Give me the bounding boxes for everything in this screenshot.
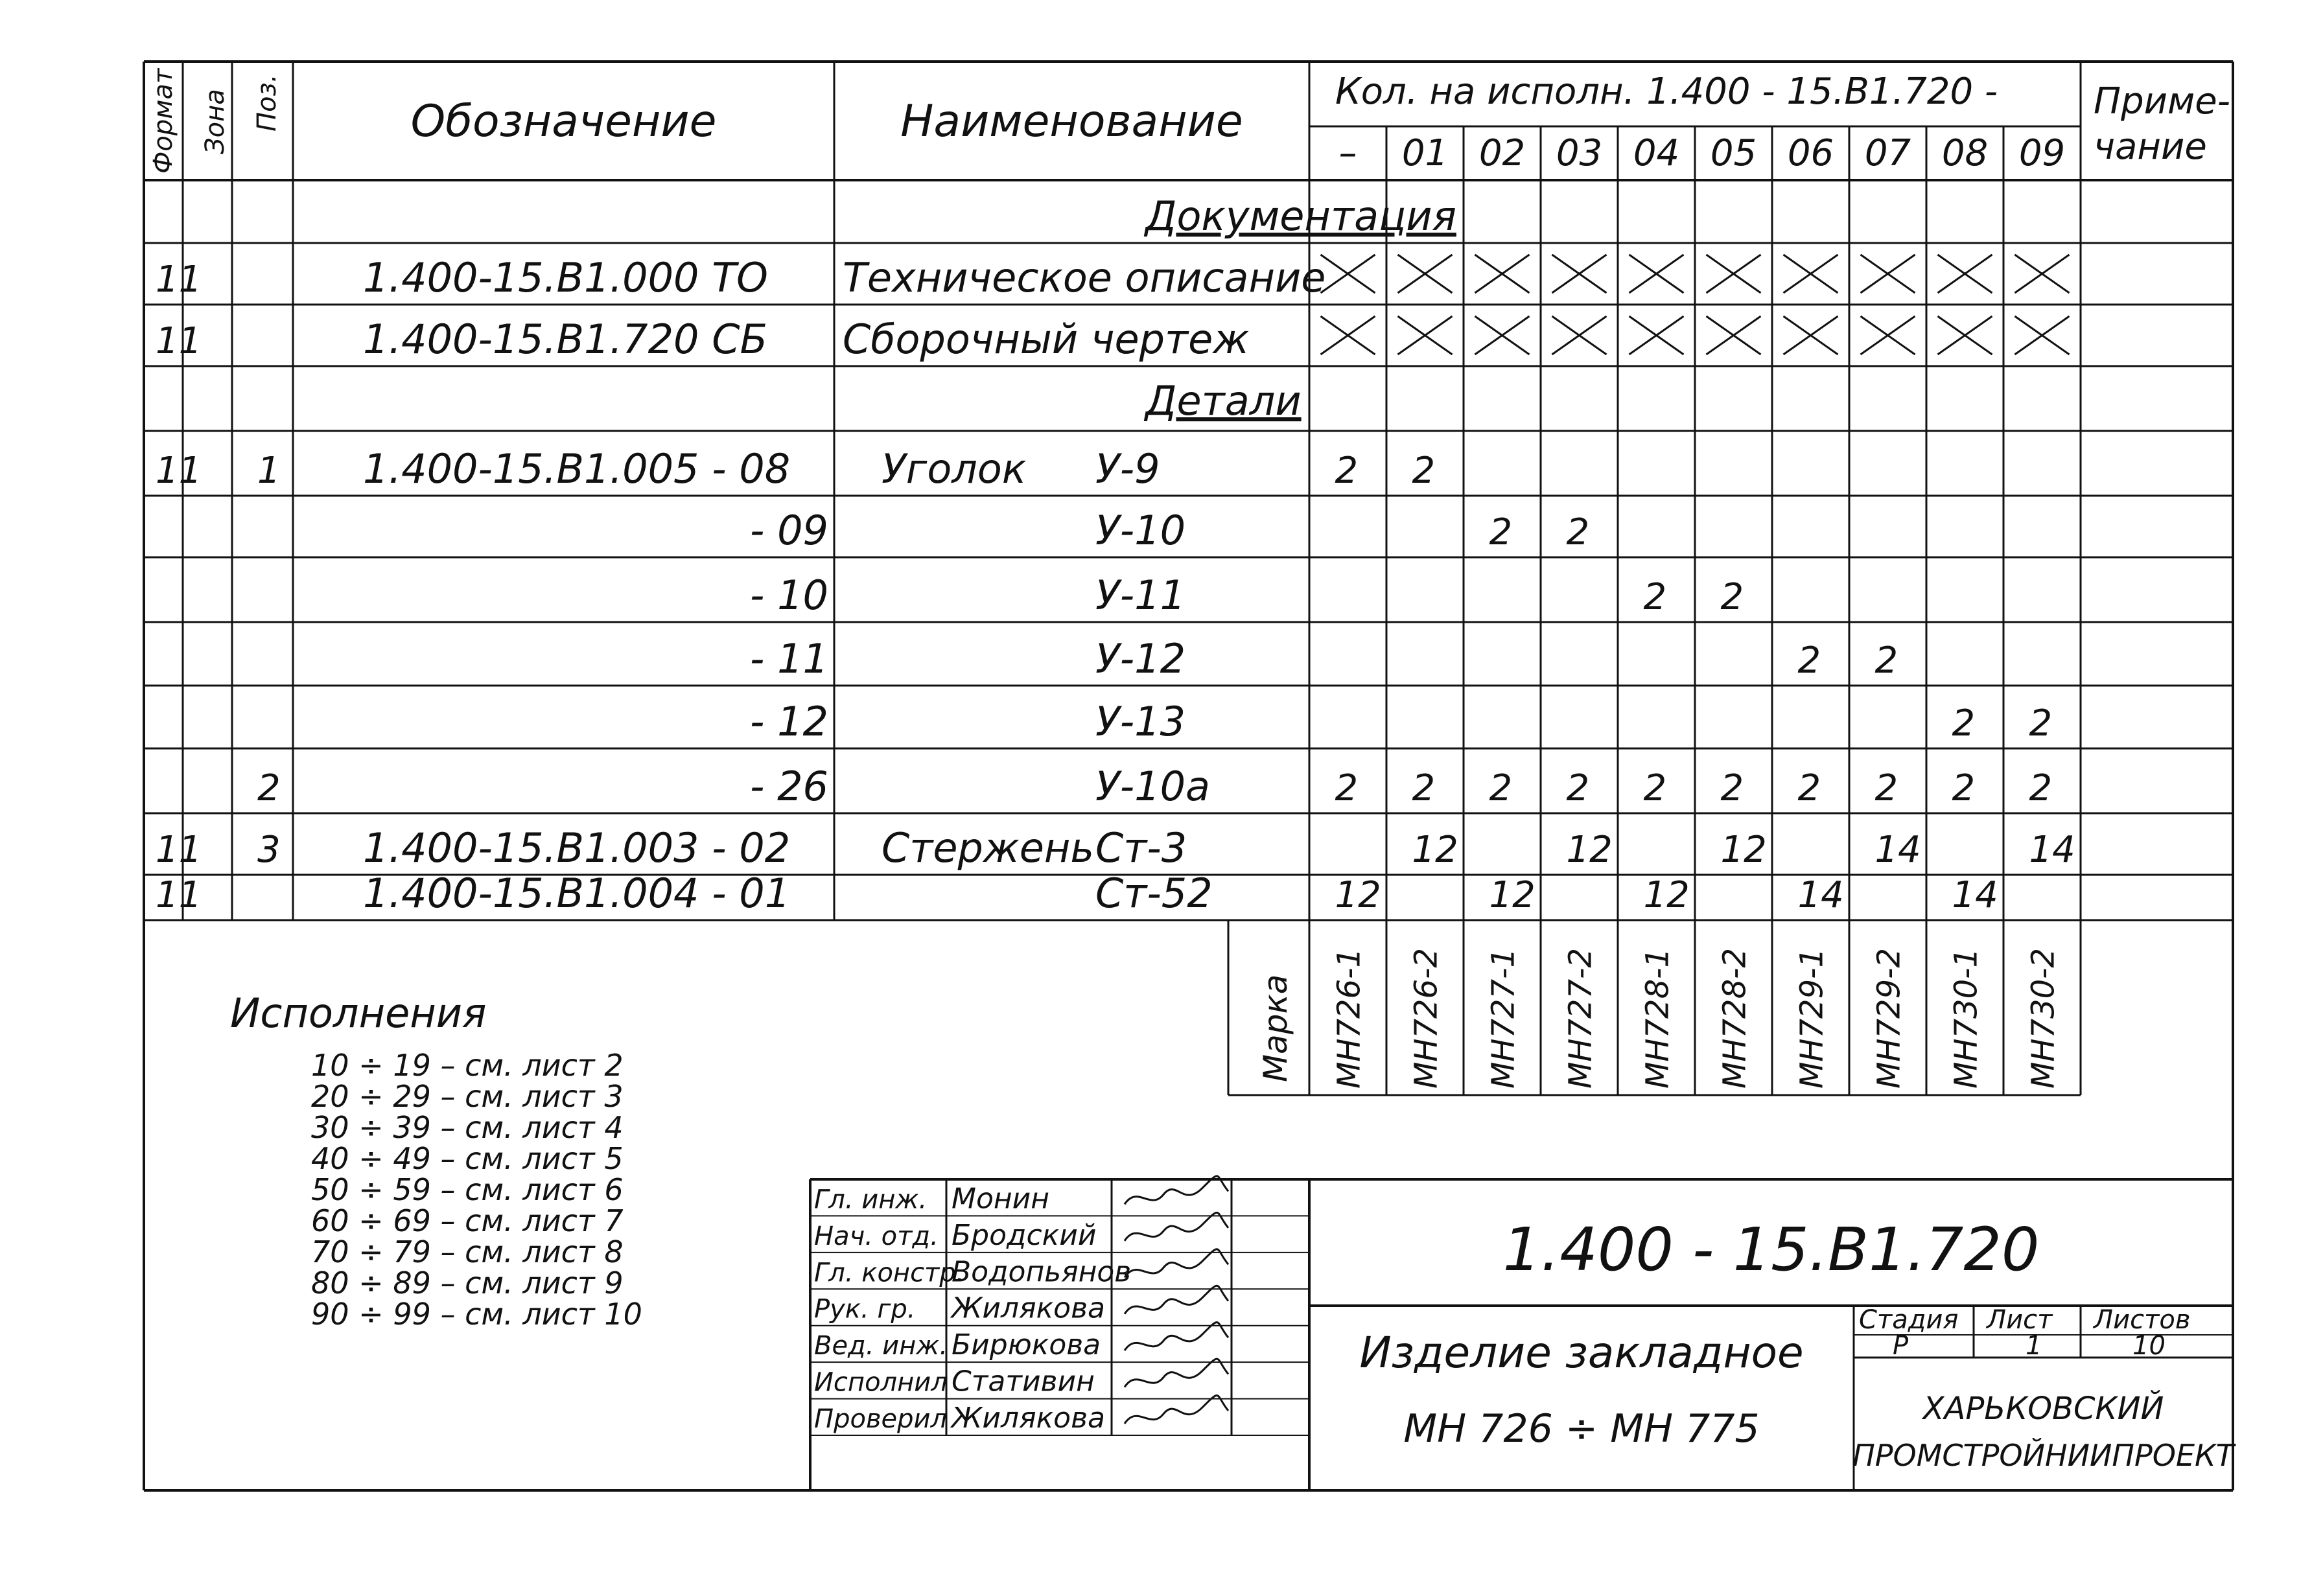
- qty-value: 2: [1720, 576, 1744, 618]
- variant-header-9: 09: [2018, 132, 2066, 174]
- qty-value: 14: [1874, 829, 1921, 871]
- row-mark: У-10: [1095, 507, 1186, 554]
- variant-header-0: –: [1338, 132, 1357, 174]
- cross-mark: [1938, 255, 1992, 293]
- signature-scribble: [1125, 1395, 1228, 1424]
- variant-header-3: 03: [1556, 132, 1603, 174]
- mark-value: МН728-1: [1639, 948, 1676, 1089]
- mark-value: МН726-1: [1331, 948, 1368, 1089]
- row-name: Сборочный чертеж: [843, 316, 1250, 363]
- qty-value: 14: [2029, 829, 2075, 871]
- signature-role: Исполнил: [814, 1367, 948, 1398]
- qty-value: 14: [1952, 874, 1998, 916]
- sheet-value: 1: [2026, 1331, 2042, 1361]
- marks-label: Марка: [1257, 974, 1294, 1082]
- header-note-1: Приме-: [2094, 80, 2230, 122]
- cross-mark: [1398, 255, 1453, 293]
- qty-value: 2: [1952, 767, 1976, 809]
- mark-value: МН727-1: [1485, 948, 1522, 1089]
- row-designation: - 10: [750, 572, 828, 619]
- cross-mark: [1321, 316, 1375, 354]
- signature-role: Проверил: [814, 1404, 948, 1434]
- mark-value: МН729-2: [1871, 948, 1908, 1089]
- qty-value: 2: [2029, 767, 2053, 809]
- row-name: Стержень: [882, 824, 1094, 872]
- qty-value: 2: [1412, 450, 1436, 492]
- cross-mark: [1398, 316, 1453, 354]
- qty-value: 2: [1643, 576, 1667, 618]
- cross-mark: [1475, 255, 1530, 293]
- row-format: 11: [156, 450, 202, 492]
- variant-header-1: 01: [1401, 132, 1449, 174]
- qty-value: 12: [1489, 874, 1535, 916]
- sheets-value: 10: [2132, 1331, 2166, 1361]
- row-format: 11: [156, 829, 202, 871]
- header-qty-title: Кол. на исполн. 1.400 - 15.B1.720 -: [1335, 71, 1998, 113]
- row-designation: 1.400-15.B1.004 - 01: [363, 870, 791, 917]
- row-designation: 1.400-15.B1.005 - 08: [363, 445, 791, 492]
- execution-item: 80 ÷ 89 – см. лист 9: [311, 1266, 624, 1301]
- signature-role: Нач. отд.: [814, 1221, 939, 1251]
- qty-value: 2: [1566, 767, 1590, 809]
- signature-scribble: [1125, 1286, 1228, 1314]
- variant-header-2: 02: [1478, 132, 1526, 174]
- qty-value: 2: [1489, 767, 1513, 809]
- variant-header-5: 05: [1710, 132, 1757, 174]
- signature-person: Бирюкова: [952, 1328, 1101, 1362]
- row-position: 1: [257, 450, 281, 492]
- cross-mark: [1784, 255, 1838, 293]
- cross-mark: [1707, 316, 1761, 354]
- header-designation: Обозначение: [410, 96, 717, 147]
- signature-person: Водопьянов: [952, 1255, 1132, 1289]
- qty-value: 12: [1643, 874, 1690, 916]
- qty-value: 2: [1566, 511, 1590, 553]
- signature-scribble: [1125, 1359, 1228, 1387]
- signature-role: Гл. инж.: [814, 1185, 928, 1215]
- variant-header-7: 07: [1864, 132, 1911, 174]
- mark-value: МН729-1: [1793, 948, 1830, 1089]
- qty-value: 2: [1643, 767, 1667, 809]
- mark-value: МН728-2: [1716, 948, 1753, 1089]
- cross-mark: [1475, 316, 1530, 354]
- qty-value: 2: [1335, 767, 1359, 809]
- cross-mark: [1707, 255, 1761, 293]
- row-mark: Ст-3: [1095, 824, 1187, 872]
- row-position: 3: [257, 829, 281, 871]
- variant-header-6: 06: [1787, 132, 1834, 174]
- variant-header-8: 08: [1941, 132, 1989, 174]
- signature-scribble: [1125, 1323, 1228, 1351]
- qty-value: 12: [1335, 874, 1381, 916]
- row-designation: - 12: [750, 698, 828, 745]
- signature-role: Гл. констр.: [814, 1258, 964, 1288]
- header-pos: Поз.: [252, 74, 282, 132]
- row-format: 11: [156, 874, 202, 916]
- signature-person: Бродский: [952, 1218, 1097, 1252]
- execution-item: 50 ÷ 59 – см. лист 6: [311, 1172, 624, 1207]
- qty-value: 2: [1412, 767, 1436, 809]
- row-designation: - 26: [750, 763, 828, 810]
- row-designation: 1.400-15.B1.720 СБ: [363, 316, 768, 363]
- execution-item: 90 ÷ 99 – см. лист 10: [311, 1297, 642, 1332]
- signature-person: Жилякова: [952, 1402, 1105, 1435]
- variant-header-4: 04: [1633, 132, 1680, 174]
- qty-value: 2: [1489, 511, 1513, 553]
- row-position: 2: [257, 767, 281, 809]
- qty-value: 2: [1797, 640, 1821, 682]
- row-mark: У-11: [1095, 572, 1186, 619]
- row-mark: Ст-52: [1095, 870, 1213, 917]
- signature-person: Жилякова: [952, 1291, 1105, 1325]
- execution-item: 20 ÷ 29 – см. лист 3: [311, 1079, 624, 1114]
- qty-value: 2: [1335, 450, 1359, 492]
- qty-value: 14: [1797, 874, 1844, 916]
- qty-value: 2: [1952, 702, 1976, 745]
- row-designation: - 11: [750, 635, 828, 682]
- section-documentation: Документация: [1145, 192, 1456, 240]
- signature-person: Стативин: [952, 1365, 1095, 1398]
- stage-value: Р: [1893, 1331, 1909, 1361]
- row-designation: 1.400-15.B1.000 TO: [363, 254, 768, 301]
- row-mark: У-12: [1095, 635, 1186, 682]
- organization-line-1: ХАРЬКОВСКИЙ: [1922, 1391, 2164, 1427]
- qty-value: 12: [1566, 829, 1613, 871]
- signature-scribble: [1125, 1249, 1228, 1278]
- row-format: 11: [156, 320, 202, 362]
- qty-value: 12: [1720, 829, 1767, 871]
- mark-value: МН730-2: [2025, 948, 2062, 1089]
- row-name: Техническое описание: [843, 254, 1326, 301]
- execution-item: 40 ÷ 49 – см. лист 5: [311, 1141, 624, 1176]
- cross-mark: [1938, 316, 1992, 354]
- cross-mark: [1861, 255, 1915, 293]
- header-name: Наименование: [900, 96, 1243, 147]
- cross-mark: [1784, 316, 1838, 354]
- signature-role: Вед. инж.: [814, 1331, 948, 1361]
- sheets-label: Листов: [2094, 1305, 2191, 1335]
- qty-value: 2: [1874, 640, 1898, 682]
- qty-value: 12: [1412, 829, 1458, 871]
- signature-scribble: [1125, 1212, 1228, 1241]
- product-subtitle: МН 726 ÷ МН 775: [1403, 1406, 1760, 1451]
- executions-title: Исполнения: [230, 989, 487, 1037]
- execution-item: 10 ÷ 19 – см. лист 2: [311, 1048, 624, 1083]
- stage-label: Стадия: [1859, 1305, 1959, 1335]
- row-mark: У-10а: [1095, 763, 1211, 810]
- mark-value: МН730-1: [1948, 948, 1985, 1089]
- header-format: Формат: [148, 68, 178, 174]
- product-title: Изделие закладное: [1359, 1328, 1804, 1378]
- signature-person: Монин: [952, 1182, 1050, 1216]
- cross-mark: [1552, 316, 1607, 354]
- cross-mark: [2015, 316, 2070, 354]
- cross-mark: [1552, 255, 1607, 293]
- header-note-2: чание: [2094, 126, 2207, 168]
- signature-role: Рук. гр.: [814, 1294, 916, 1324]
- execution-item: 30 ÷ 39 – см. лист 4: [311, 1110, 624, 1145]
- qty-value: 2: [2029, 702, 2053, 745]
- cross-mark: [1321, 255, 1375, 293]
- cross-mark: [2015, 255, 2070, 293]
- row-mark: У-9: [1095, 445, 1160, 492]
- row-designation: - 09: [750, 507, 828, 554]
- cross-mark: [1629, 316, 1684, 354]
- sheet-label: Лист: [1987, 1305, 2053, 1335]
- execution-item: 70 ÷ 79 – см. лист 8: [311, 1234, 624, 1269]
- qty-value: 2: [1720, 767, 1744, 809]
- section-parts: Детали: [1145, 377, 1302, 424]
- mark-value: МН727-2: [1562, 948, 1599, 1089]
- cross-mark: [1629, 255, 1684, 293]
- qty-value: 2: [1874, 767, 1898, 809]
- qty-value: 2: [1797, 767, 1821, 809]
- mark-value: МН726-2: [1408, 948, 1445, 1089]
- execution-item: 60 ÷ 69 – см. лист 7: [311, 1203, 624, 1238]
- row-mark: У-13: [1095, 698, 1186, 745]
- organization-line-2: ПРОМСТРОЙНИИПРОЕКТ: [1852, 1438, 2234, 1473]
- document-code: 1.400 - 15.B1.720: [1502, 1215, 2040, 1284]
- row-name: Уголок: [882, 445, 1027, 492]
- cross-mark: [1861, 316, 1915, 354]
- header-zone: Зона: [200, 89, 230, 154]
- row-format: 11: [156, 259, 202, 301]
- row-designation: 1.400-15.B1.003 - 02: [363, 824, 791, 872]
